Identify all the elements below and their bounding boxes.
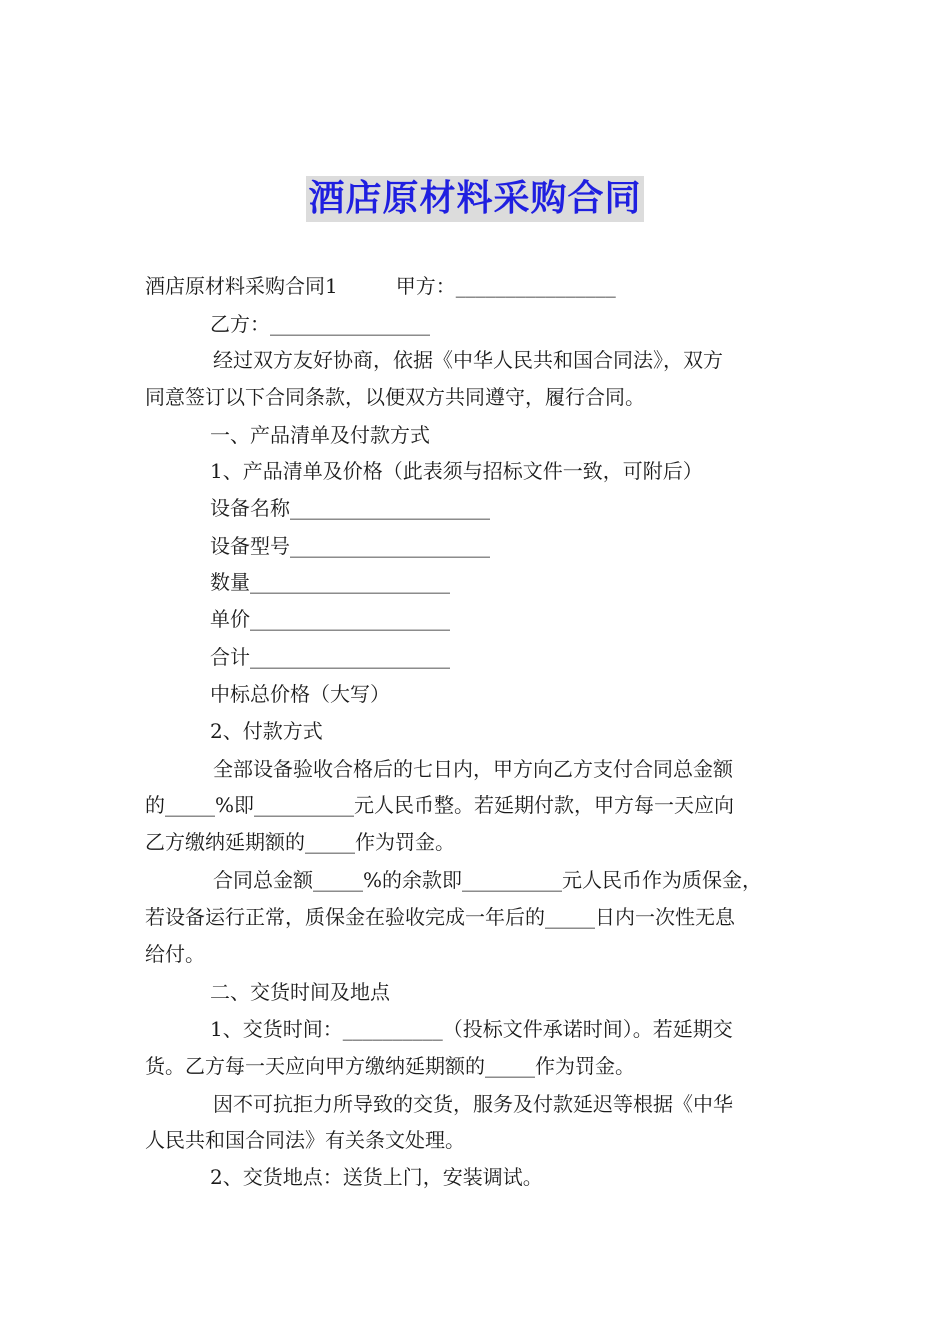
document-title: 酒店原材料采购合同 <box>306 176 643 222</box>
paragraph-line: 1、产品清单及价格（此表须与招标文件一致，可附后） <box>210 459 703 483</box>
paragraph-line: 因不可抗拒力所导致的交货，服务及付款延迟等根据《中华 <box>213 1092 733 1116</box>
section-heading: 一、产品清单及付款方式 <box>210 423 430 447</box>
paragraph-line: 2、交货地点：送货上门，安装调试。 <box>210 1165 543 1189</box>
party-a-field: 甲方：________________ <box>395 274 616 298</box>
paragraph-line: 同意签订以下合同条款，以便双方共同遵守，履行合同。 <box>145 385 645 409</box>
paragraph-line: 合同总金额_____%的余款即__________元人民币作为质保金， <box>213 868 763 892</box>
paragraph-line: 若设备运行正常，质保金在验收完成一年后的_____日内一次性无息 <box>145 905 735 929</box>
paragraph-line: 经过双方友好协商，依据《中华人民共和国合同法》，双方 <box>213 348 723 372</box>
paragraph-line: 2、付款方式 <box>210 719 323 743</box>
paragraph-line: 全部设备验收合格后的七日内，甲方向乙方支付合同总金额 <box>213 757 733 781</box>
paragraph-line: 的_____%即__________元人民币整。若延期付款，甲方每一天应向 <box>145 793 735 817</box>
document-title-wrap <box>0 176 950 222</box>
form-field-line: 设备名称____________________ <box>210 496 490 520</box>
form-field-line: 合计____________________ <box>210 645 450 669</box>
form-field-line: 数量____________________ <box>210 570 450 594</box>
paragraph-line: 给付。 <box>145 942 205 966</box>
paragraph-line: 人民共和国合同法》有关条文处理。 <box>145 1128 465 1152</box>
paragraph-line: 乙方缴纳延期额的_____作为罚金。 <box>145 830 455 854</box>
form-field-line: 设备型号____________________ <box>210 534 490 558</box>
paragraph-line: 1、交货时间：__________（投标文件承诺时间）。若延期交 <box>210 1017 733 1041</box>
paragraph-line: 乙方：________________ <box>210 312 430 336</box>
form-field-line: 单价____________________ <box>210 607 450 631</box>
paragraph-line: 中标总价格（大写） <box>210 682 390 706</box>
paragraph-text: 酒店原材料采购合同1 <box>145 274 338 298</box>
paragraph-line <box>145 272 810 300</box>
section-heading: 二、交货时间及地点 <box>210 980 390 1004</box>
paragraph-line: 货。乙方每一天应向甲方缴纳延期额的_____作为罚金。 <box>145 1054 635 1078</box>
